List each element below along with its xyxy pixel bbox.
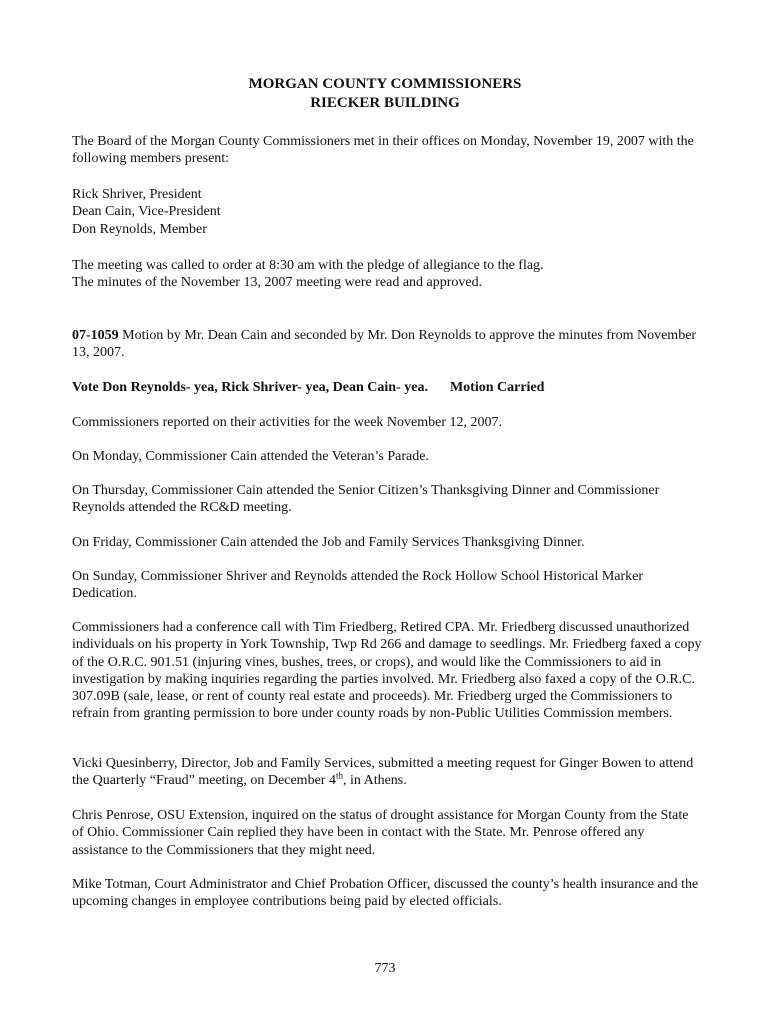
quesinberry-text-start: Vicki Quesinberry, Director, Job and Family Services, submitted a meeting request for Ginger Bowen to attend the Quarterly “Fraud” meeting, on December 4 xyxy=(72,756,694,789)
ordinal-suffix: th xyxy=(335,770,343,781)
motion-number: 07-1059 xyxy=(72,328,119,343)
penrose-paragraph: Chris Penrose, OSU Extension, inquired on the status of drought assistance for Morgan County from the State of Ohio. Commissioner Cain replied they have been in contact with the State. Mr. Penrose offered any assistance to the Commissioners that they might need. xyxy=(72,808,689,858)
document-subtitle: RIECKER BUILDING xyxy=(310,95,460,111)
minutes-approved-line: The minutes of the November 13, 2007 meeting were read and approved. xyxy=(72,275,483,291)
call-to-order-line: The meeting was called to order at 8:30 am with the pledge of allegiance to the flag. xyxy=(72,258,544,273)
page-number: 773 xyxy=(374,961,396,976)
totman-paragraph: Mike Totman, Court Administrator and Chief Probation Officer, discussed the county’s health insurance and the upcoming changes in employee contributions being paid by elected officials. xyxy=(72,877,699,910)
thursday-paragraph: On Thursday, Commissioner Cain attended the Senior Citizen’s Thanksgiving Dinner and Commissioner Reynolds attended the RC&D meeting. xyxy=(72,483,660,516)
vote-result: Motion Carried xyxy=(449,380,545,395)
motion-paragraph xyxy=(72,327,702,362)
friday-paragraph: On Friday, Commissioner Cain attended the Job and Family Services Thanksgiving Dinner. xyxy=(72,535,585,550)
friedberg-paragraph: Commissioners had a conference call with Tim Friedberg, Retired CPA. Mr. Friedberg discussed unauthorized individuals on his property in York Township, Twp Rd 266 and damage to seedlings. Mr. Friedberg faxed a copy of the O.R.C. 901.51 (injuring vines, bushes, trees, or crops), and would like the Commissioners to aid in investigation by making inquiries regarding the parties involved. Mr. Friedberg also faxed a copy of the O.R.C. 307.09B (sale, lease, or rent of county real estate and proceeds). Mr. Friedberg urged the Commissioners to refrain from granting permission to bore under county roads by non-Public Utilities Commission members. xyxy=(72,620,702,722)
monday-paragraph: On Monday, Commissioner Cain attended the Veteran’s Parade. xyxy=(72,449,429,464)
vote-text: Vote Don Reynolds- yea, Rick Shriver- yea, Dean Cain- yea. xyxy=(72,380,428,395)
motion-text: Motion by Mr. Dean Cain and seconded by Mr. Don Reynolds to approve the minutes from November 13, 2007. xyxy=(72,328,697,361)
vote-line xyxy=(72,379,702,396)
member-vice-president: Dean Cain, Vice-President xyxy=(72,204,221,220)
document-title: MORGAN COUNTY COMMISSIONERS xyxy=(248,76,522,92)
members-list xyxy=(72,186,702,238)
member-member: Don Reynolds, Member xyxy=(72,221,207,237)
quesinberry-text-end: , in Athens. xyxy=(342,773,407,789)
quesinberry-paragraph xyxy=(72,755,702,790)
sunday-paragraph: On Sunday, Commissioner Shriver and Reynolds attended the Rock Hollow School Historical Marker Dedication. xyxy=(72,569,644,602)
opening-paragraph: The Board of the Morgan County Commissioners met in their offices on Monday, November 19, 2007 with the following members present: xyxy=(72,134,694,167)
activities-intro-paragraph: Commissioners reported on their activities for the week November 12, 2007. xyxy=(72,415,503,430)
call-to-order-paragraph xyxy=(72,257,702,292)
member-president: Rick Shriver, President xyxy=(72,187,202,202)
